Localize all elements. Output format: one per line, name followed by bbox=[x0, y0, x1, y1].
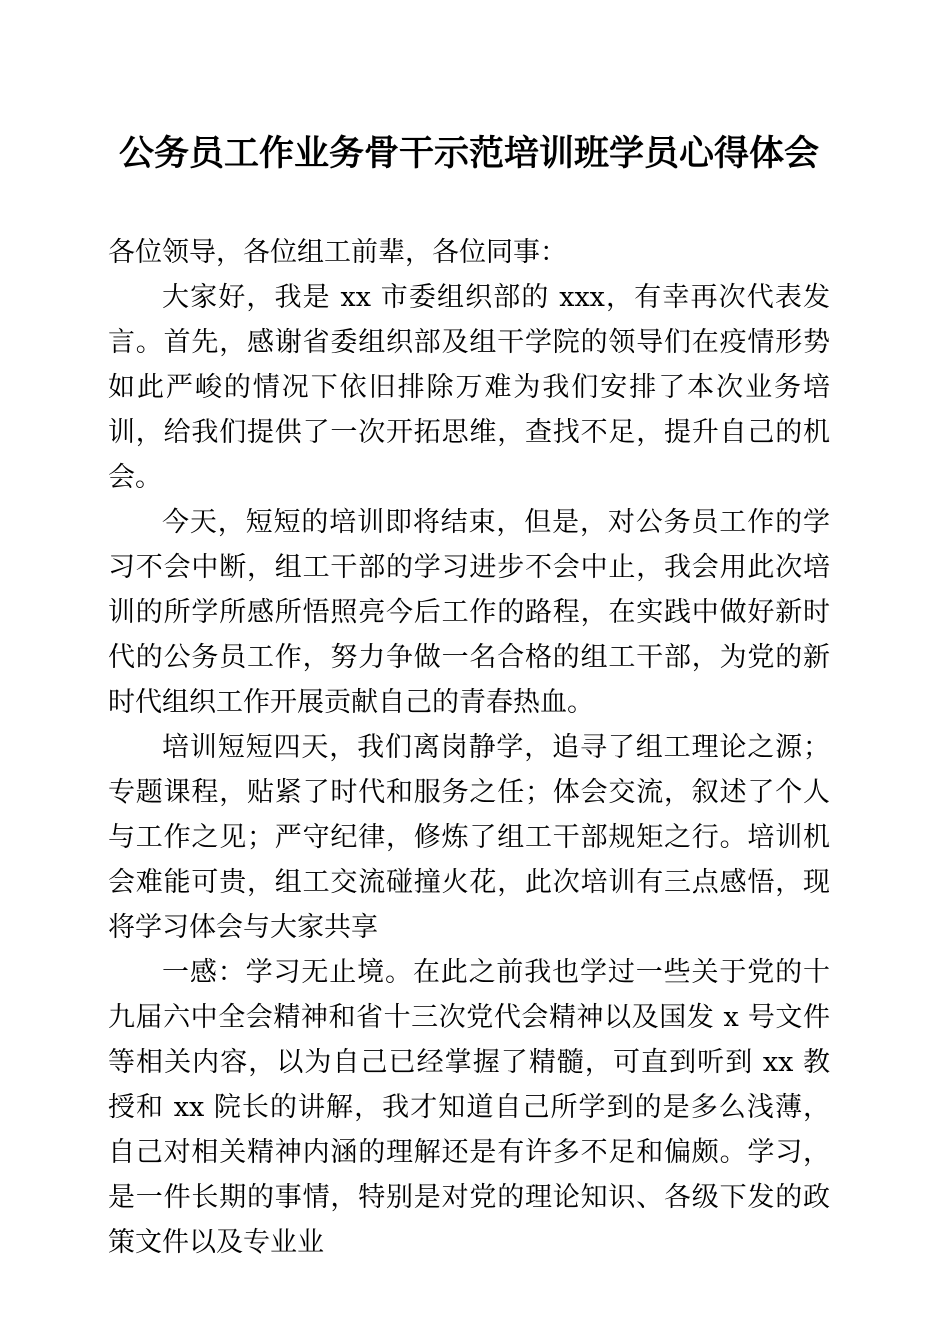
document-title: 公务员工作业务骨干示范培训班学员心得体会 bbox=[118, 133, 819, 174]
paragraph-training-ending: 今天，短短的培训即将结束，但是，对公务员工作的学习不会中断，组工干部的学习进步不会中止，我会用此次培训的所学所感所悟照亮今后工作的路程，在实践中做好新时代的公务员工作，努力争做一名合格的组工干部，为党的新时代组织工作开展贡献自己的青春热血。 bbox=[108, 507, 830, 718]
paragraph-greeting: 大家好，我是 xx 市委组织部的 xxx，有幸再次代表发言。首先，感谢省委组织部及组干学院的领导们在疫情形势如此严峻的情况下依旧排除万难为我们安排了本次业务培训，给我们提供了一次开拓思维，查找不足，提升自己的机会。 bbox=[108, 282, 830, 493]
salutation-line: 各位领导，各位组工前辈，各位同事： bbox=[108, 237, 567, 268]
document-body bbox=[108, 230, 830, 1265]
paragraph-four-days-summary: 培训短短四天，我们离岗静学，追寻了组工理论之源；专题课程，贴紧了时代和服务之任；体会交流，叙述了个人与工作之见；严守纪律，修炼了组工干部规矩之行。培训机会难能可贵，组工交流碰撞火花，此次培训有三点感悟，现将学习体会与大家共享 bbox=[108, 732, 830, 943]
paragraph-first-insight: 一感：学习无止境。在此之前我也学过一些关于党的十九届六中全会精神和省十三次党代会精神以及国发 x 号文件等相关内容，以为自己已经掌握了精髓，可直到听到 xx 教授和 xx 院长的讲解，我才知道自己所学到的是多么浅薄，自己对相关精神内涵的理解还是有许多不足和偏颇。学习，是一件长期的事情，特别是对党的理论知识、各级下发的政策文件以及专业业 bbox=[108, 957, 830, 1258]
